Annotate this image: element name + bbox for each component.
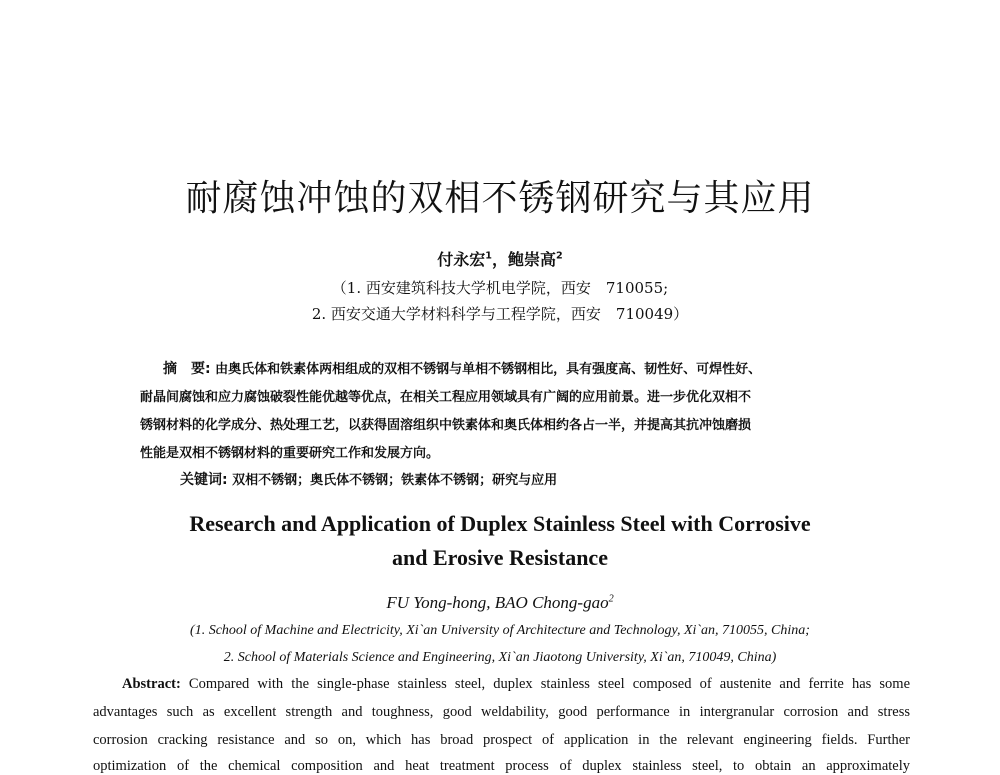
english-abstract-line (122, 676, 910, 693)
english-title-line-2: and Erosive Resistance (392, 545, 608, 570)
english-authors (0, 593, 1000, 613)
english-abstract-label: Abstract: (122, 676, 181, 692)
chinese-title: 耐腐蚀冲蚀的双相不锈钢研究与其应用 (185, 178, 815, 219)
chinese-abstract-line (163, 358, 761, 378)
english-authors-sup: 2 (608, 593, 614, 605)
chinese-keywords-text: 双相不锈钢；奥氏体不锈钢；铁素体不锈钢；研究与应用 (232, 473, 558, 488)
english-abstract-text: Compared with the single-phase stainless steel, duplex stainless steel composed of austenite and ferrite has some (188, 676, 910, 692)
english-affiliation-1: (1. School of Machine and Electricity, Xi`an University of Architecture and Technology, Xi`an, 710055, China; (190, 623, 810, 638)
english-abstract-line: advantages such as excellent strength and toughness, good weldability, good performance in intergranular corrosion and stress (93, 704, 910, 720)
author-1: 付永宏 (437, 250, 486, 269)
author-1-sup: 1 (485, 250, 492, 262)
chinese-abstract-line: 锈钢材料的化学成分、热处理工艺，以获得固溶组织中铁素体和奥氏体相约各占一半，并提高其抗冲蚀磨损 (140, 418, 752, 433)
chinese-abstract-label: 摘 要: (163, 361, 211, 377)
chinese-affiliation-1: （1. 西安建筑科技大学机电学院，西安 710055; (331, 279, 669, 297)
english-abstract-line: corrosion cracking resistance and so on, which has broad prospect of application in the relevant engineering fields. Further (93, 732, 910, 748)
english-authors-text: FU Yong-hong, BAO Chong-gao (386, 593, 609, 612)
english-affiliation-2: 2. School of Materials Science and Engineering, Xi`an Jiaotong University, Xi`an, 710049, China) (223, 650, 777, 665)
chinese-keywords (180, 469, 557, 489)
author-2-sup: 2 (556, 250, 563, 262)
chinese-affiliation-2: 2. 西安交通大学材料科学与工程学院，西安 710049） (311, 305, 689, 323)
chinese-abstract-text: 由奥氏体和铁素体两相组成的双相不锈钢与单相不锈钢相比，具有强度高、韧性好、可焊性好、 (215, 362, 762, 377)
chinese-authors (0, 247, 1000, 270)
english-abstract-line: optimization of the chemical composition and heat treatment process of duplex stainless steel, to obtain an approximately (93, 758, 910, 774)
chinese-abstract-line: 耐晶间腐蚀和应力腐蚀破裂性能优越等优点，在相关工程应用领域具有广阔的应用前景。进一步优化双相不 (140, 390, 752, 405)
author-separator: ， (491, 250, 508, 269)
english-title-line-1: Research and Application of Duplex Stainless Steel with Corrosive (189, 511, 811, 536)
chinese-keywords-label: 关键词: (180, 472, 228, 488)
chinese-abstract-line: 性能是双相不锈钢材料的重要研究工作和发展方向。 (140, 446, 440, 461)
author-2: 鲍崇高 (508, 250, 557, 269)
